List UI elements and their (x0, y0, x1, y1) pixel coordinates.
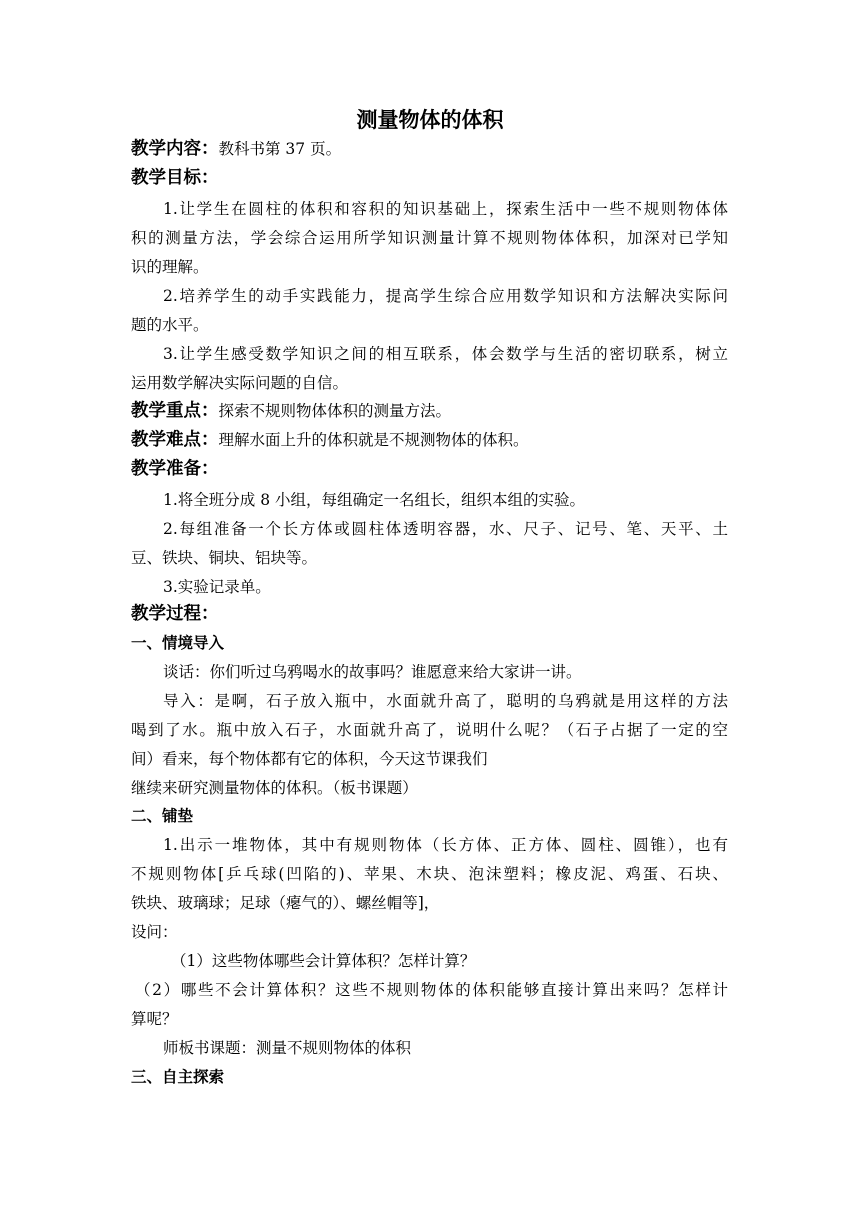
section-2-question-1: （1）这些物体哪些会计算体积？怎样计算？ (171, 952, 476, 970)
goal-3-line-1: 3.让学生感受数学知识之间的相互联系，体会数学与生活的密切联系，树立 (163, 345, 728, 363)
goal-1-line-2: 积的测量方法，学会综合运用所学知识测量计算不规则物体体积，加深对已学知 (131, 229, 728, 247)
section-2-show-line-1: 1.出示一堆物体，其中有规则物体（长方体、正方体、圆柱、圆锥），也有 (163, 836, 728, 854)
teaching-prep-label: 教学准备： (131, 459, 219, 479)
section-1-intro-line-3: 间）看来，每个物体都有它的体积，今天这节课我们 (131, 750, 488, 768)
difficulty-label: 教学难点： (131, 430, 219, 450)
teaching-content-label: 教学内容： (131, 139, 219, 159)
teaching-key-point (131, 400, 451, 422)
teaching-difficulty (131, 429, 529, 451)
prep-item-1: 1.将全班分成 8 小组，每组确定一名组长，组织本组的实验。 (163, 491, 586, 509)
section-3-heading: 三、自主探索 (131, 1068, 225, 1086)
teaching-content-text: 教科书第 37 页。 (218, 140, 342, 158)
section-2-question-2-line-2: 算呢？ (131, 1010, 178, 1028)
section-1-talk: 谈话：你们听过乌鸦喝水的故事吗？谁愿意来给大家讲一讲。 (163, 663, 582, 681)
goal-1-line-3: 识的理解。 (131, 258, 209, 276)
section-1-heading: 一、情境导入 (131, 634, 225, 652)
document-title: 测量物体的体积 (356, 108, 504, 132)
section-2-show-line-3: 铁块、玻璃球；足球（瘪气的）、螺丝帽等]， (131, 894, 440, 912)
section-1-intro-line-1: 导入：是啊，石子放入瓶中，水面就升高了，聪明的乌鸦就是用这样的方法 (163, 692, 728, 710)
difficulty-text: 理解水面上升的体积就是不规测物体的体积。 (218, 431, 529, 449)
teaching-content (131, 138, 341, 160)
section-1-intro-line-2: 喝到了水。瓶中放入石子，水面就升高了，说明什么呢？（石子占据了一定的空 (131, 721, 728, 739)
teaching-process-label: 教学过程： (131, 604, 219, 624)
prep-item-2-line-2: 豆、铁块、铜块、铝块等。 (131, 549, 318, 567)
key-point-text: 探索不规则物体体积的测量方法。 (218, 402, 452, 420)
section-2-board-note: 师板书课题：测量不规则物体的体积 (163, 1039, 412, 1057)
section-2-question-2-line-1: （2）哪些不会计算体积？这些不规则物体的体积能够直接计算出来吗？怎样计 (135, 981, 728, 999)
goal-1-line-1: 1.让学生在圆柱的体积和容积的知识基础上，探索生活中一些不规则物体体 (163, 200, 728, 218)
goal-2-line-2: 题的水平。 (131, 316, 209, 334)
teaching-goals-label: 教学目标： (131, 168, 219, 188)
goal-2-line-1: 2.培养学生的动手实践能力，提高学生综合应用数学知识和方法解决实际问 (163, 287, 728, 305)
section-2-ask: 设问： (131, 923, 178, 941)
goal-3-line-2: 运用数学解决实际问题的自信。 (131, 374, 349, 392)
section-2-heading: 二、铺垫 (131, 807, 194, 825)
prep-item-3: 3.实验记录单。 (163, 578, 271, 596)
key-point-label: 教学重点： (131, 401, 219, 421)
prep-item-2-line-1: 2.每组准备一个长方体或圆柱体透明容器，水、尺子、记号、笔、天平、土 (163, 520, 728, 538)
section-1-intro-line-4: 继续来研究测量物体的体积。（板书课题） (131, 779, 418, 797)
section-2-show-line-2: 不规则物体[乒乓球(凹陷的)、苹果、木块、泡沫塑料；橡皮泥、鸡蛋、石块、 (131, 865, 728, 883)
